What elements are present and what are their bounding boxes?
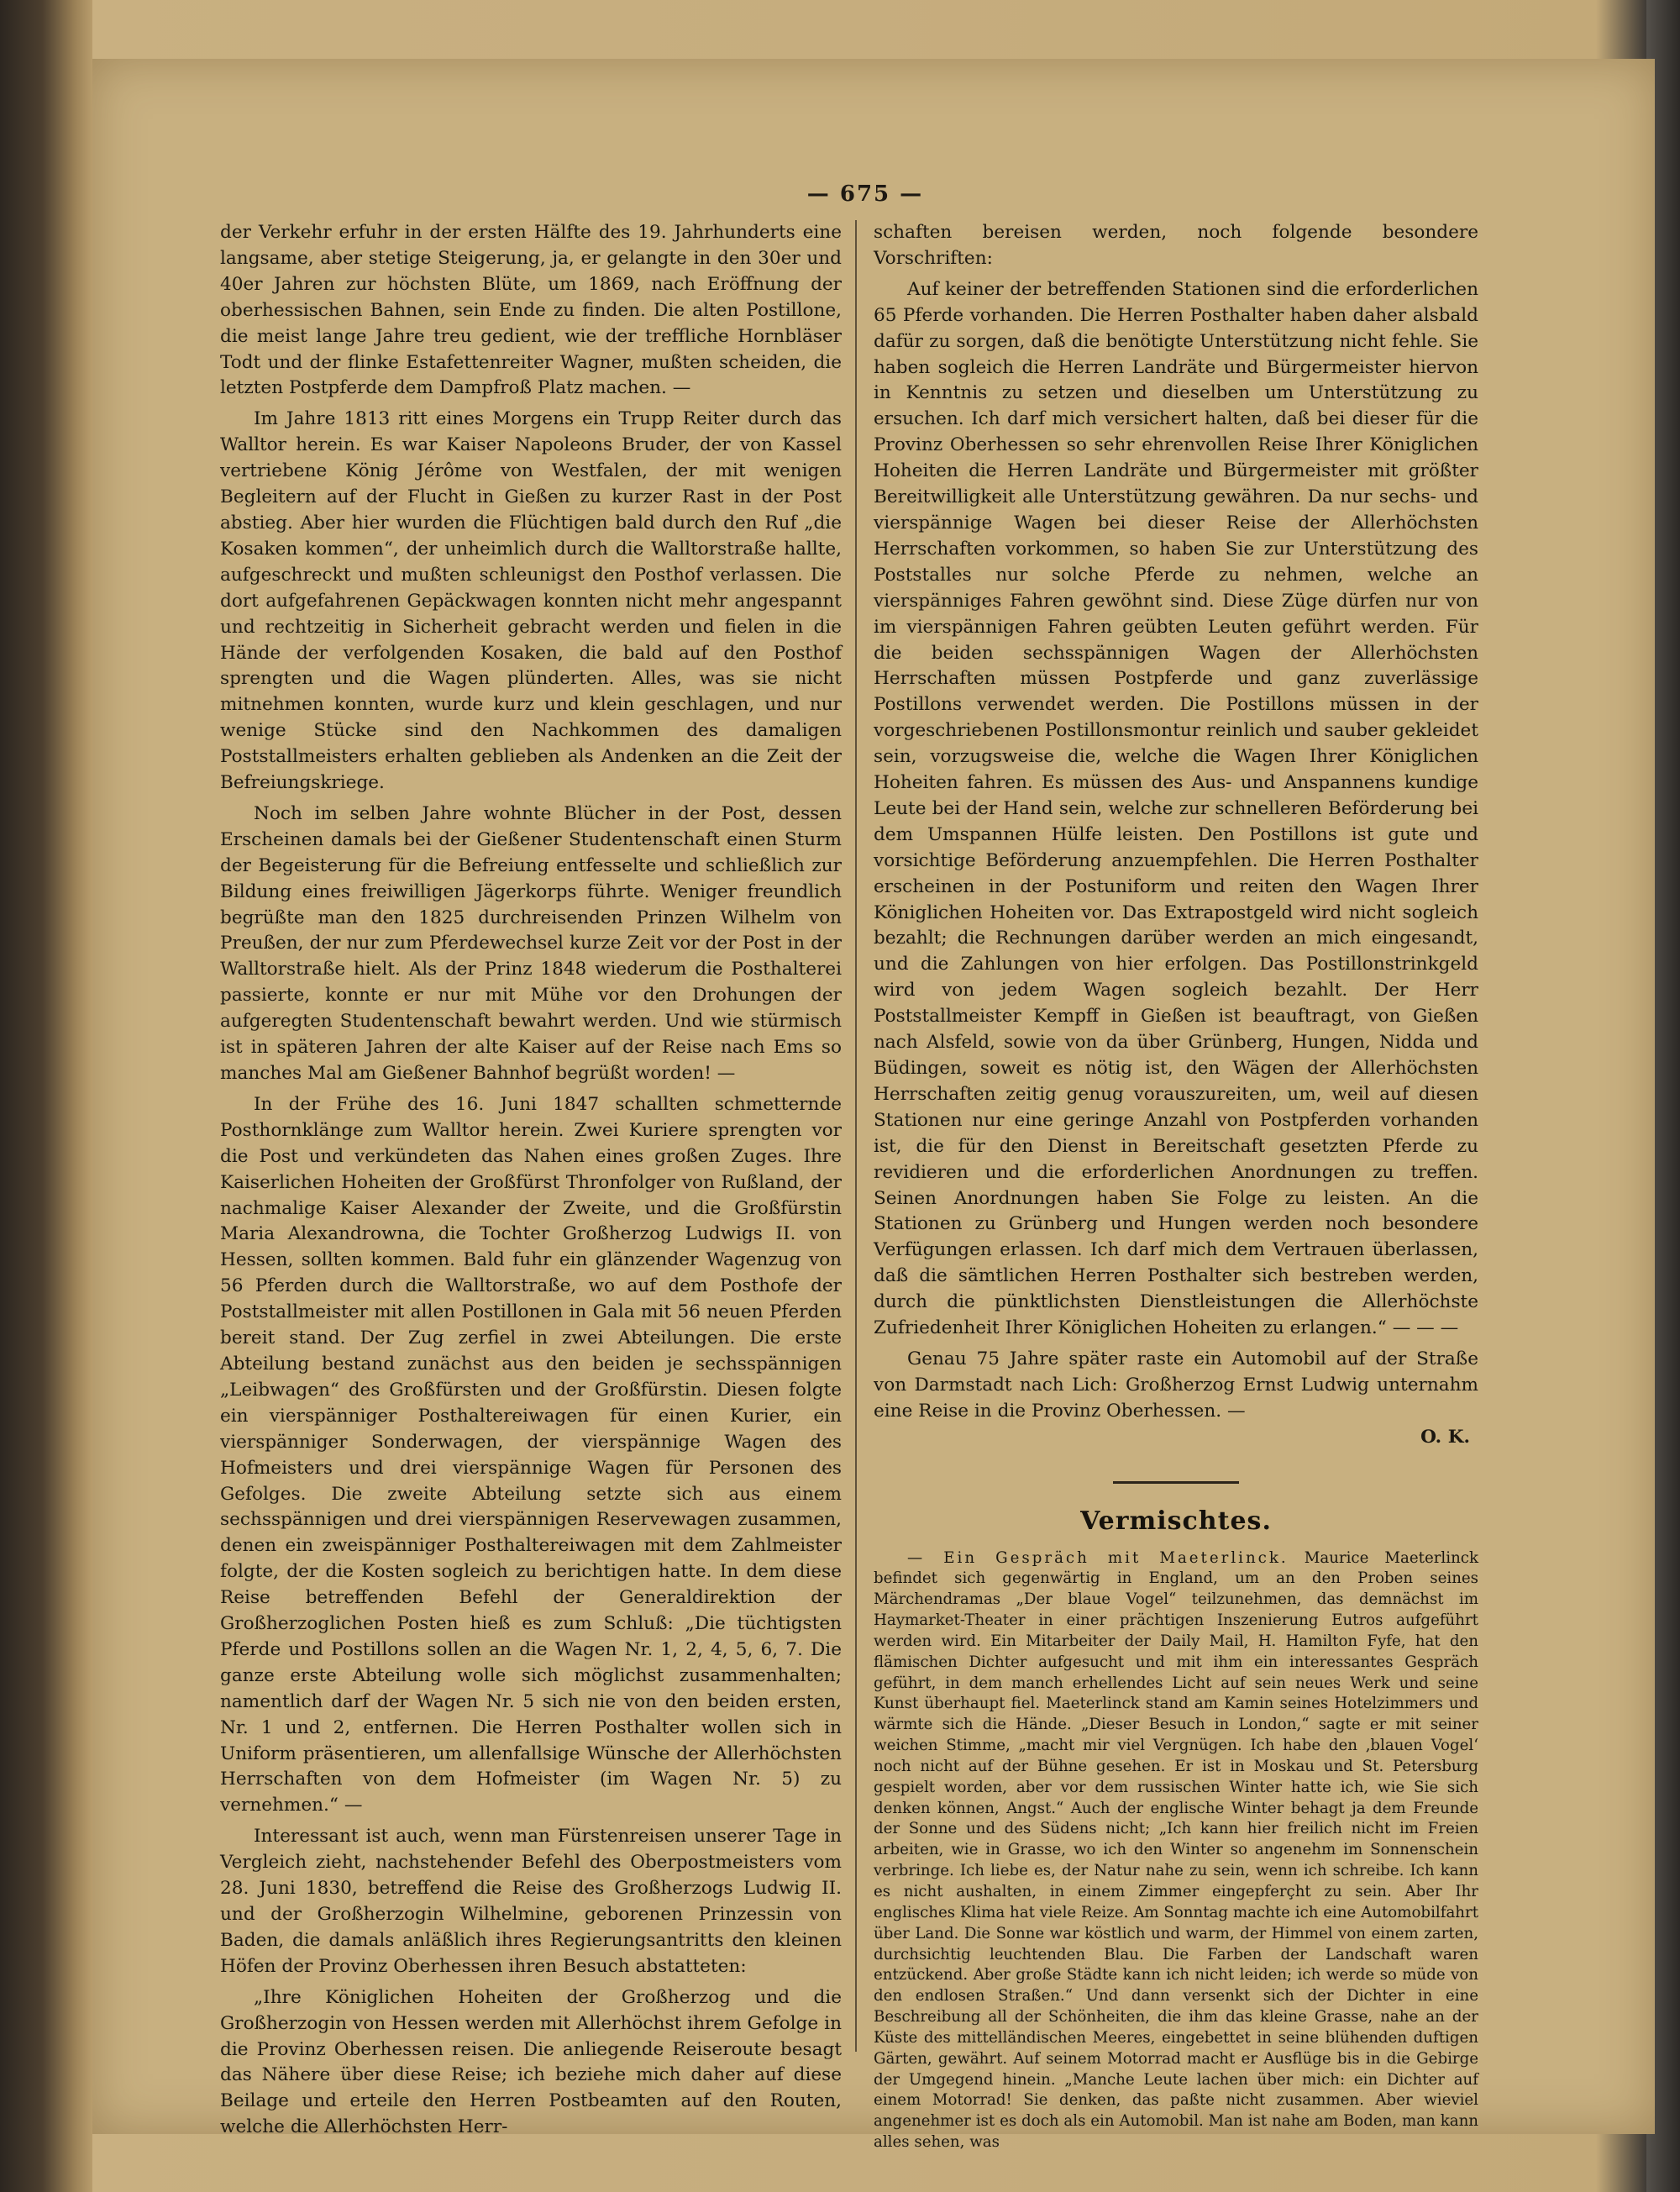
- misc-kicker: — Ein Gespräch mit Maeterlinck.: [907, 1548, 1289, 1567]
- left-paragraph-3: Noch im selben Jahre wohnte Blücher in der Post, dessen Erscheinen damals bei der Gießener Studentenschaft einen Sturm der Begeisterung für die Befreiung entfesselte und schließlich zur Bildung eines freiwilligen Jägerkorps führte. Weniger freundlich begrüßte man den 1825 durchreisenden Prinzen Wilhelm von Preußen, der nur zum Pferdewechsel kurze Zeit vor der Post in der Walltorstraße hielt. Als der Prinz 1848 wiederum die Posthalterei passierte, konnte er nur mit Mühe vor den Drohungen der aufgeregten Studentenschaft bewahrt werden. Und wie stürmisch ist in späteren Jahren der alte Kaiser auf der Reise nach Ems so manches Mal am Gießener Bahnhof begrüßt worden! —: [220, 802, 842, 1084]
- misc-body: Maurice Maeterlinck befindet sich gegenwärtig in England, um an den Proben seines Märchendramas „Der blaue Vogel“ teilzunehmen, das demnächst im Haymarket-Theater in einer prächtigen Inszenierung Eutros aufgeführt werden wird. Ein Mitarbeiter der Daily Mail, H. Hamilton Fyfe, hat den flämischen Dichter aufgesucht und mit ihm ein interessantes Gespräch geführt, in dem manch erhellendes Licht auf sein neues Werk und seine Kunst überhaupt fiel. Maeterlinck stand am Kamin seines Hotelzimmers und wärmte sich die Hände. „Dieser Besuch in London,“ sagte er mit seiner weichen Stimme, „macht mir viel Vergnügen. Ich habe den ‚blauen Vogel‘ noch nicht auf der Bühne gesehen. Er ist in Moskau und St. Petersburg gespielt worden, aber vor dem russischen Winter hatte ich, wie Sie sich denken können, Angst.“ Auch der englische Winter behagt ja dem Freunde der Sonne und des Südens nicht; „Ich kann hier freilich nicht im Freien arbeiten, wie in Grasse, wo ich den Winter so angenehm im Sonnenschein verbringe. Ich liebe es, der Natur nahe zu sein, wenn ich schreibe. Ich kann es nicht aushalten, in einem Zimmer eingepferçht zu sein. Aber Ihr englisches Klima hat viele Reize. Am Sonntag machte ich eine Automobilfahrt über Land. Die Sonne war köstlich und warm, der Himmel von einem zarten, durchsichtig leuchtenden Blau. Die Farben der Landschaft waren entzückend. Aber große Städte kann ich nicht leiden; ich werde so müde von den endlosen Straßen.“ Und dann versenkt sich der Dichter in eine Beschreibung all der Schönheiten, die ihm das kleine Grasse, nahe an der Küste des mittelländischen Meeres, eingebettet in seine blühenden duftigen Gärten, gewährt. Auf seinem Motorrad macht er Ausflüge bis in die Gebirge der Umgegend hinein. „Manche Leute lachen über mich: ein Dichter auf einem Motorrad! Sie denken, das paßte nicht zusammen. Aber wieviel angenehmer ist es doch als ein Automobil. Man ist nahe am Boden, man kann alles sehen, was: [874, 1548, 1478, 2152]
- right-column: [874, 220, 1478, 2153]
- left-paragraph-2: Im Jahre 1813 ritt eines Morgens ein Trupp Reiter durch das Walltor herein. Es war Kaiser Napoleons Bruder, der von Kassel vertriebene König Jérôme von Westfalen, der mit wenigen Begleitern auf der Flucht in Gießen zu kurzer Rast in der Post abstieg. Aber hier wurden die Flüchtigen bald durch den Ruf „die Kosaken kommen“, der unheimlich durch die Walltorstraße hallte, aufgeschreckt und mußten schleunigst den Posthof verlassen. Die dort aufgefahrenen Gepäckwagen konnten nicht mehr angespannt und rechtzeitig in Sicherheit gebracht werden und fielen in die Hände der verfolgenden Kosaken, die bald auf den Posthof sprengten und die Wagen plünderten. Alles, was sie nicht mitnehmen konnten, wurde kurz und klein geschlagen, und nur wenige Stücke sind den Nachkommen des damaligen Poststallmeisters erhalten geblieben als Andenken an die Zeit der Befreiungskriege.: [220, 408, 842, 794]
- article-signature: O. K.: [1420, 1426, 1470, 1448]
- right-paragraph-2: Auf keiner der betreffenden Stationen sind die erforderlichen 65 Pferde vorhanden. Die Herren Posthalter haben daher alsbald dafür zu sorgen, daß die benötigte Unterstützung nicht fehle. Sie haben sogleich die Herren Landräte und Bürgermeister hiervon in Kenntnis zu setzen und dieselben um Unterstützung zu ersuchen. Ich darf mich versichert halten, daß bei dieser für die Provinz Oberhessen so sehr ehrenvollen Reise Ihrer Königlichen Hoheiten die Herren Landräte und Bürgermeister mit größter Bereitwilligkeit alle Unterstützung gewähren. Da nur sechs- und vierspännige Wagen bei dieser Reise der Allerhöchsten Herrschaften vorkommen, so haben Sie zur Unterstützung des Poststalles nur solche Pferde zu nehmen, welche an vierspänniges Fahren gewöhnt sind. Diese Züge dürfen nur von im vierspännigen Fahren geübten Leuten geführt werden. Für die beiden sechsspännigen Wagen der Allerhöchsten Herrschaften müssen Postpferde und ganz zuverlässige Postillons verwendet werden. Die Postillons müssen in der vorgeschriebenen Postillonsmontur reinlich und sauber gekleidet sein, vorzugsweise die, welche die Wagen Ihrer Königlichen Hoheiten fahren. Es müssen des Aus- und Anspannens kundige Leute bei der Hand sein, welche zur schnelleren Beförderung bei dem Umspannen Hülfe leisten. Den Postillons ist gute und vorsichtige Beförderung anzuempfehlen. Die Herren Posthalter erscheinen in der Postuniform und reiten den Wagen Ihrer Königlichen Hoheiten vor. Das Extrapostgeld wird nicht sogleich bezahlt; die Rechnungen darüber werden an mich eingesandt, und die Zahlungen von hier erfolgen. Das Postillonstrinkgeld wird von jedem Wagen sogleich bezahlt. Der Herr Poststallmeister Kempff in Gießen ist beauftragt, von Gießen nach Alsfeld, sowie von da über Grünberg, Hungen, Nidda und Büdingen, soweit es nötig ist, den Wägen der Allerhöchsten Herrschaften zeitig genug vorauszureiten, um, weil auf diesen Stationen nur eine geringe Anzahl von Postpferden vorhanden ist, die für den Dienst in Bereitschaft gesetzten Pferde zu revidieren und die erforderlichen Anordnungen zu treffen. Seinen Anordnungen haben Sie Folge zu leisten. An die Stationen zu Grünberg und Hungen werden noch besondere Verfügungen erlassen. Ich darf mich dem Vertrauen überlassen, daß die sämtlichen Herren Posthalter sich bestreben werden, durch die pünktlichsten Dienstleistungen die Allerhöchste Zufriedenheit Ihrer Königlichen Hoheiten zu erlangen.“ — — —: [874, 278, 1478, 1339]
- book-binding-edge: [0, 0, 92, 2192]
- right-paragraph-3: Genau 75 Jahre später raste ein Automobil auf der Straße von Darmstadt nach Lich: Großherzog Ernst Ludwig unternahm eine Reise in die Provinz Oberhessen. —: [874, 1348, 1478, 1422]
- section-rule: [1113, 1481, 1239, 1484]
- right-paragraph-1: schaften bereisen werden, noch folgende besondere Vorschriften:: [874, 222, 1478, 269]
- left-column: [220, 220, 842, 2141]
- misc-section: [874, 1548, 1478, 2153]
- left-paragraph-6: „Ihre Königlichen Hoheiten der Großherzog und die Großherzogin von Hessen werden mit Allerhöchst ihrem Gefolge in die Provinz Oberhessen reisen. Die anliegende Reiseroute besagt das Nähere über diese Reise; ich beziehe mich daher auf diese Beilage und erteile den Herren Postbeamten auf den Routen, welche die Allerhöchsten Herr-: [220, 1986, 842, 2138]
- section-heading-vermischtes: Vermischtes.: [1080, 1506, 1272, 1536]
- left-paragraph-4: In der Frühe des 16. Juni 1847 schallten schmetternde Posthornklänge zum Walltor herein. Zwei Kuriere sprengten vor die Post und verkündeten das Nahen eines großen Zuges. Ihre Kaiserlichen Hoheiten der Großfürst Thronfolger von Rußland, der nachmalige Kaiser Alexander der Zweite, und die Großfürstin Maria Alexandrowna, die Tochter Großherzog Ludwigs II. von Hessen, sollten kommen. Bald fuhr ein glänzender Wagenzug von 56 Pferden durch die Walltorstraße, wo auf dem Posthofe der Poststallmeister mit allen Postillonen in Gala mit 56 neuen Pferden bereit stand. Der Zug zerfiel in zwei Abteilungen. Die erste Abteilung bestand zunächst aus den beiden je sechsspännigen „Leibwagen“ des Großfürsten und der Großfürstin. Diesen folgte ein vierspänniger Posthaltereiwagen für einen Kurier, ein vierspänniger Sonderwagen, der vierspännige Wagen des Hofmeisters und drei vierspännige Wagen für Personen des Gefolges. Die zweite Abteilung setzte sich aus einem sechsspännigen und drei vierspännigen Reservewagen zusammen, denen ein zweispänniger Posthaltereiwagen mit dem Zahlmeister folgte, der die Kosten sogleich zu berichtigen hatte. In dem diese Reise betreffenden Befehl der Generaldirektion der Großherzoglichen Posten hieß es zum Schluß: „Die tüchtigsten Pferde und Postillons sollen an die Wagen Nr. 1, 2, 4, 5, 6, 7. Die ganze erste Abteilung wolle sich möglichst zusammenhalten; namentlich darf der Wagen Nr. 5 sich nie von den beiden ersten, Nr. 1 und 2, entfernen. Die Herren Posthalter wollen sich in Uniform präsentieren, um allenfallsige Wünsche der Allerhöchsten Herrschaften von dem Hofmeister (im Wagen Nr. 5) zu vernehmen.“ —: [220, 1093, 842, 1816]
- left-paragraph-1: der Verkehr erfuhr in der ersten Hälfte des 19. Jahrhunderts eine langsame, aber stetige Steigerung, ja, er gelangte in den 30er und 40er Jahren zur höchsten Blüte, um 1869, nach Eröffnung der oberhessischen Bahnen, sein Ende zu finden. Die alten Postillone, die meist lange Jahre treu gedient, wie der treffliche Hornbläser Todt und der flinke Estafettenreiter Wagner, mußten scheiden, die letzten Postpferde dem Dampfroß Platz machen. —: [220, 222, 842, 399]
- column-divider: [855, 220, 857, 2052]
- misc-paragraph: [874, 1548, 1478, 2153]
- left-paragraph-5: Interessant ist auch, wenn man Fürstenreisen unserer Tage in Vergleich zieht, nachstehender Befehl des Oberpostmeisters vom 28. Juni 1830, betreffend die Reise des Großherzogs Ludwig II. und der Großherzogin Wilhelmine, geborenen Prinzessin von Baden, die damals anläßlich ihres Regierungsantritts den kleinen Höfen der Provinz Oberhessen ihren Besuch abstatteten:: [220, 1826, 842, 1977]
- page-number: — 675 —: [806, 181, 924, 207]
